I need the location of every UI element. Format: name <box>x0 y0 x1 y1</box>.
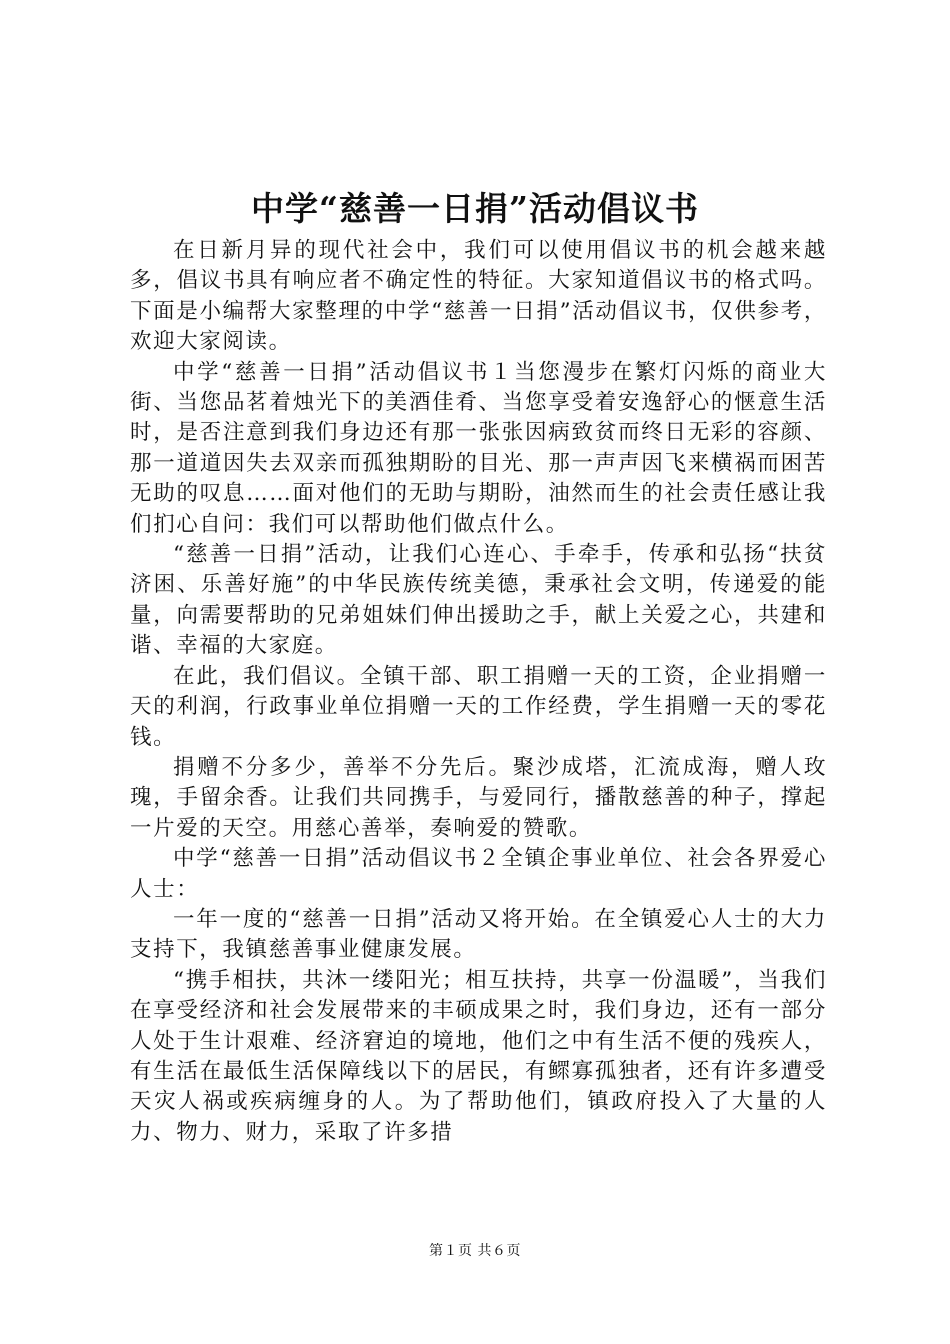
paragraph: 中学“慈善一日捐”活动倡议书２全镇企事业单位、社会各界爱心人士： <box>130 846 827 902</box>
page-number-footer: 第１页 共６页 <box>429 1243 521 1259</box>
paragraph: “携手相扶，共沐一缕阳光；相互扶持，共享一份温暖”，当我们在享受经济和社会发展带来的丰硕成果之时，我们身边，还有一部分人处于生计艰难、经济窘迫的境地，他们之中有生活不便的残疾人，有生活在最低生活保障线以下的居民，有鳏寡孤独者，还有许多遭受天灾人祸或疾病缠身的人。为了帮助他们，镇政府投入了大量的人力、物力、财力，采取了许多措 <box>130 967 827 1145</box>
paragraph: “慈善一日捐”活动，让我们心连心、手牵手，传承和弘扬“扶贫济困、乐善好施”的中华民族传统美德，秉承社会文明，传递爱的能量，向需要帮助的兄弟姐妹们伸出援助之手，献上关爱之心，共建和谐、幸福的大家庭。 <box>130 542 827 659</box>
paragraph: 在日新月异的现代社会中，我们可以使用倡议书的机会越来越多，倡议书具有响应者不确定性的特征。大家知道倡议书的格式吗。下面是小编帮大家整理的中学“慈善一日捐”活动倡议书，仅供参考，欢迎大家阅读。 <box>130 238 827 355</box>
document-body <box>130 236 827 1148</box>
document-title: 中学“慈善一日捐”活动倡议书 <box>251 189 699 228</box>
paragraph: 中学“慈善一日捐”活动倡议书１当您漫步在繁灯闪烁的商业大街、当您品茗着烛光下的美酒佳肴、当您享受着安逸舒心的惬意生活时，是否注意到我们身边还有那一张张因病致贫而终日无彩的容颜、那一道道因失去双亲而孤独期盼的目光、那一声声因飞来横祸而困苦无助的叹息……面对他们的无助与期盼，油然而生的社会责任感让我们扪心自问：我们可以帮助他们做点什么。 <box>130 359 827 537</box>
paragraph: 在此，我们倡议。全镇干部、职工捐赠一天的工资，企业捐赠一天的利润，行政事业单位捐赠一天的工作经费，学生捐赠一天的零花钱。 <box>130 663 827 750</box>
paragraph: 捐赠不分多少，善举不分先后。聚沙成塔，汇流成海，赠人玫瑰，手留余香。让我们共同携手，与爱同行，播散慈善的种子，撑起一片爱的天空。用慈心善举，奏响爱的赞歌。 <box>130 754 827 841</box>
paragraph: 一年一度的“慈善一日捐”活动又将开始。在全镇爱心人士的大力支持下，我镇慈善事业健康发展。 <box>130 906 827 963</box>
